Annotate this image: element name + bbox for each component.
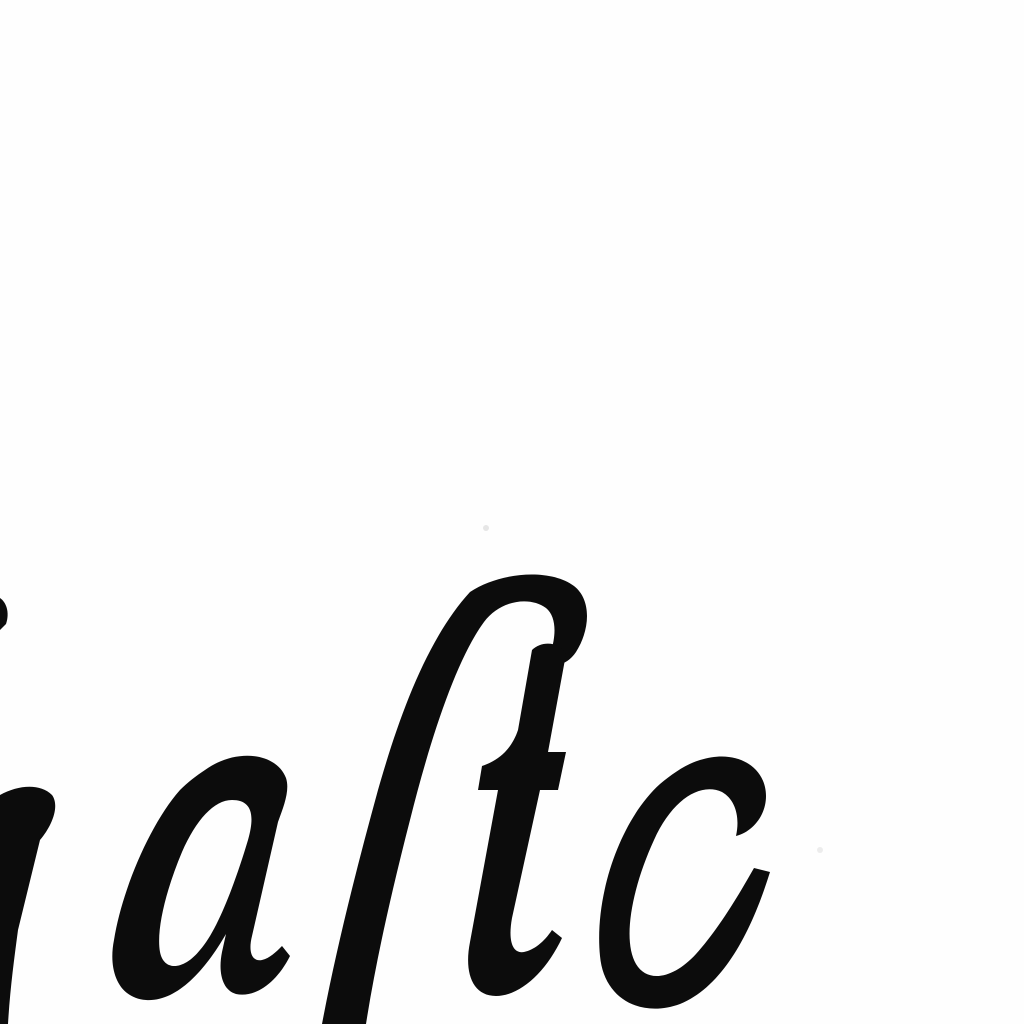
ink-speck [483,525,489,531]
glyph-t [468,644,566,996]
partial-glyph-left-tick [0,598,8,630]
glyph-c [599,756,770,1008]
glyph-a [112,756,290,1000]
ink-speck [817,847,823,853]
partial-glyph-left [0,787,55,1024]
